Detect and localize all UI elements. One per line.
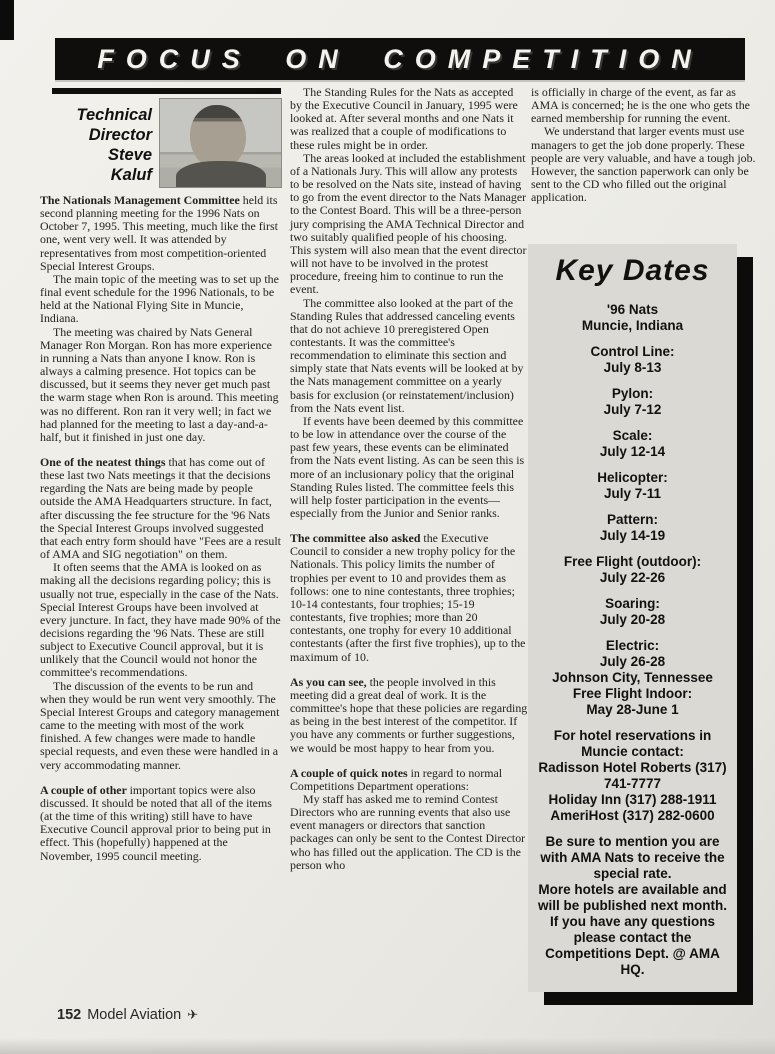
body-paragraph: The Nationals Management Committee held its second planning meeting for the 1996 Nats on October 7, 1995. This meeting, much like the first one, went very well. It was attended by representatives from most competition-oriented Special Interest Groups. [40, 193, 278, 273]
column-left [40, 88, 281, 863]
airplane-icon: ✈ [187, 1007, 199, 1022]
body-paragraph: The committee also looked at the part of the Standing Rules that addressed canceling events that do not achieve 10 preregistered Open contestants. It was the committee's recommendation to eliminate this section and simply state that Nats events will be looked at by the Nats management committee on a yearly basis for exclusion (or reinstatement/inclusion) from the Nats event list. [290, 295, 524, 415]
event-dates: July 7-11 [603, 486, 662, 501]
byline-rule [52, 88, 281, 94]
event-dates: July 8-13 [603, 360, 662, 375]
body-paragraph: The main topic of the meeting was to set up the final event schedule for the 1996 Nationals, to be held at the National Flying Site in Muncie, Indiana. [40, 271, 279, 326]
key-dates-hotels [532, 728, 733, 824]
event-dates: July 22-26 [599, 570, 666, 585]
text-line: If you have any questions please contact the Competitions Dept. @ AMA HQ. [545, 914, 720, 977]
body-paragraph: A couple of other important topics were also discussed. It should be noted that all of the items (at the time of this writing) still have to have Executive Council approval prior to being put in effect. This (hopefully) happened at the November, 1995 council meeting. [40, 782, 272, 863]
body-paragraph: We understand that larger events must use managers to get the job done properly. These people are very valuable, and have a tough job. However, the sanction paperwork can only be sent to the CD who filled out the original application. [531, 124, 756, 205]
text-line: Radisson Hotel Roberts (317) [538, 760, 727, 775]
text-line: More hotels are available and will be published next month. [537, 882, 727, 913]
key-dates-events [532, 344, 733, 670]
body-paragraph: is officially in charge of the event, as far as AMA is concerned; he is the one who gets the earned membership for running the event. [531, 85, 750, 126]
key-date-event [532, 386, 733, 418]
event-name: Electric: [605, 638, 660, 653]
article-text-middle [290, 86, 528, 872]
author-byline [40, 99, 160, 187]
body-paragraph: The committee also asked the Executive Council to consider a new trophy policy for the Nationals. This policy limits the number of trophies per event to 10 and provides them as follows: one to nine contestants, three trophies; 10-14 contestants, four trophies; 15-19 contestants, five trophies; more than 20 contestants, one trophy for every 10 additional contestants (after the first five trophies), up to the maximum of 10. [290, 531, 526, 664]
body-paragraph: One of the neatest things that has come out of these last two Nats meetings it that the decisions regarding the Nats are being made by people outside the AMA Headquarters structure. In fact, after discussing the fee structure for the '96 Nats the Special Interest Groups involved suggested that each entry form should have "Fees are a result of AMA and SIG negotiation" on them. [40, 454, 281, 562]
column-right [531, 86, 759, 204]
article-text-left [40, 194, 281, 863]
key-dates-title: Key Dates [555, 254, 710, 287]
article-text-right [531, 86, 759, 204]
text-line: Director [88, 126, 152, 144]
event-dates: July 26-28 [599, 654, 666, 669]
event-name: Pattern: [606, 512, 658, 527]
byline-row [40, 99, 281, 187]
text-line: Holiday Inn (317) 288-1911 [548, 792, 717, 807]
key-date-event [532, 470, 733, 502]
key-dates-location [532, 302, 733, 334]
portrait-shirt-shape [176, 161, 266, 187]
body-paragraph: If events have been deemed by this committee to be low in attendance over the course of the past few years, these events can be eliminated from the Nats event listing. As can be seen this is more of an inclusionary policy that the original Standing Rules listed. The committee feels this will help foster participation in the events—especially from the Junior and Senior ranks. [290, 413, 525, 520]
body-paragraph: The areas looked at included the establishment of a Nationals Jury. This will allow any protests to be resolved on the Nats site, instead of having to go from the event director to the Nats Manager to the Contest Board. This will be a three-person jury comprising the AMA Technical Director and two suitably qualified people of his choosing. This system will also mean that the event director will not have to be involved in the protest procedure, freeing him to continue to run the event. [290, 150, 527, 297]
event-name: Free Flight (outdoor): [563, 554, 702, 569]
author-photo [160, 99, 281, 187]
portrait-head-shape [190, 105, 246, 169]
text-line: Johnson City, Tennessee [552, 670, 713, 685]
key-dates-box [528, 244, 737, 992]
page-number: 152 [57, 1007, 82, 1023]
event-dates: July 20-28 [599, 612, 666, 627]
text-line: May 28-June 1 [586, 702, 679, 717]
key-date-event [532, 512, 733, 544]
event-name: Control Line: [590, 344, 675, 359]
body-paragraph: A couple of quick notes in regard to normal Competitions Department operations: [290, 765, 503, 793]
body-paragraph: It often seems that the AMA is looked on as making all the decisions regarding policy; this is usually not true, especially in the case of the Nats. Special Interest Groups have been involved at every juncture. In fact, they have made 90% of the decisions regarding the '96 Nats. These are still subject to Executive Council approval, but it is unlikely that the Council would not honor the committee's recommendations. [40, 560, 281, 680]
key-date-event [532, 596, 733, 628]
text-line: Steve [107, 146, 152, 164]
scan-corner-artifact [0, 0, 14, 40]
paragraph-lead: One of the neatest things [40, 454, 169, 469]
text-line: AmeriHost (317) 282-0600 [550, 808, 715, 823]
event-name: Scale: [612, 428, 653, 443]
text-line: Technical [76, 106, 152, 124]
body-paragraph: The Standing Rules for the Nats as accepted by the Executive Council in January, 1995 were looked at. After several months and one Nats it was realized that a couple of modifications to these rules might be in order. [290, 85, 518, 152]
event-name: Soaring: [605, 596, 660, 611]
paragraph-lead: The committee also asked [290, 531, 424, 546]
key-date-event [532, 428, 733, 460]
paragraph-lead: A couple of quick notes [290, 765, 411, 780]
event-name: Helicopter: [597, 470, 668, 485]
body-paragraph: The meeting was chaired by Nats General Manager Ron Morgan. Ron has more experience in running a Nats than anyone I know. Ron is always a calming presence. Hot topics can be discussed, but it seems they never get much past the warm stage when Ron is around. This meeting was no different. Ron ran it very well; in fact we had planned for the meeting to last a day-and-a-half, but it finished in just one day. [40, 324, 279, 444]
masthead-banner [55, 38, 745, 80]
key-date-event [532, 638, 733, 670]
paragraph-lead: As you can see, [290, 674, 370, 689]
body-paragraph: The discussion of the events to be run and when they would be run went very smoothly. The Special Interest Groups and category management came to the meeting with most of the work finished. A few changes were made to handle special requests, and even these were handled in a very accommodating manner. [40, 678, 280, 772]
event-dates: July 12-14 [599, 444, 666, 459]
body-paragraph: As you can see, the people involved in this meeting did a great deal of work. It is the committee's hope that these policies are regarding as being in the best interest of the competitor. If you have any comments or further suggestions, we would be most happy to hear from you. [290, 674, 528, 755]
text-line: 741-7777 [603, 776, 662, 791]
text-line: Kaluf [110, 166, 152, 184]
masthead-title: FOCUS ON COMPETITION [97, 43, 703, 74]
page-footer [57, 1007, 198, 1023]
body-paragraph: My staff has asked me to remind Contest Directors who are running events that also use event managers or directors that sanction packages can only be sent to the Contest Director who has filled out the application. The CD is the person who [290, 791, 526, 872]
paragraph-lead: The Nationals Management Committee [40, 193, 243, 207]
text-line: Free Flight Indoor: [572, 686, 693, 701]
text-line: Muncie, Indiana [581, 318, 684, 333]
key-date-event [532, 554, 733, 586]
text-line: For hotel reservations in [553, 728, 712, 743]
event-dates: July 14-19 [599, 528, 666, 543]
text-line: '96 Nats [606, 302, 659, 317]
event-name: Pylon: [611, 386, 654, 401]
column-middle [290, 86, 528, 872]
key-dates-indoor [532, 670, 733, 718]
magazine-name: Model Aviation [87, 1007, 182, 1023]
event-dates: July 7-12 [603, 402, 662, 417]
key-dates-notes [532, 834, 733, 978]
text-line: Muncie contact: [581, 744, 684, 759]
key-date-event [532, 344, 733, 376]
paragraph-lead: A couple of other [40, 782, 130, 797]
text-line: Be sure to mention you are with AMA Nats to receive the special rate. [540, 834, 725, 881]
